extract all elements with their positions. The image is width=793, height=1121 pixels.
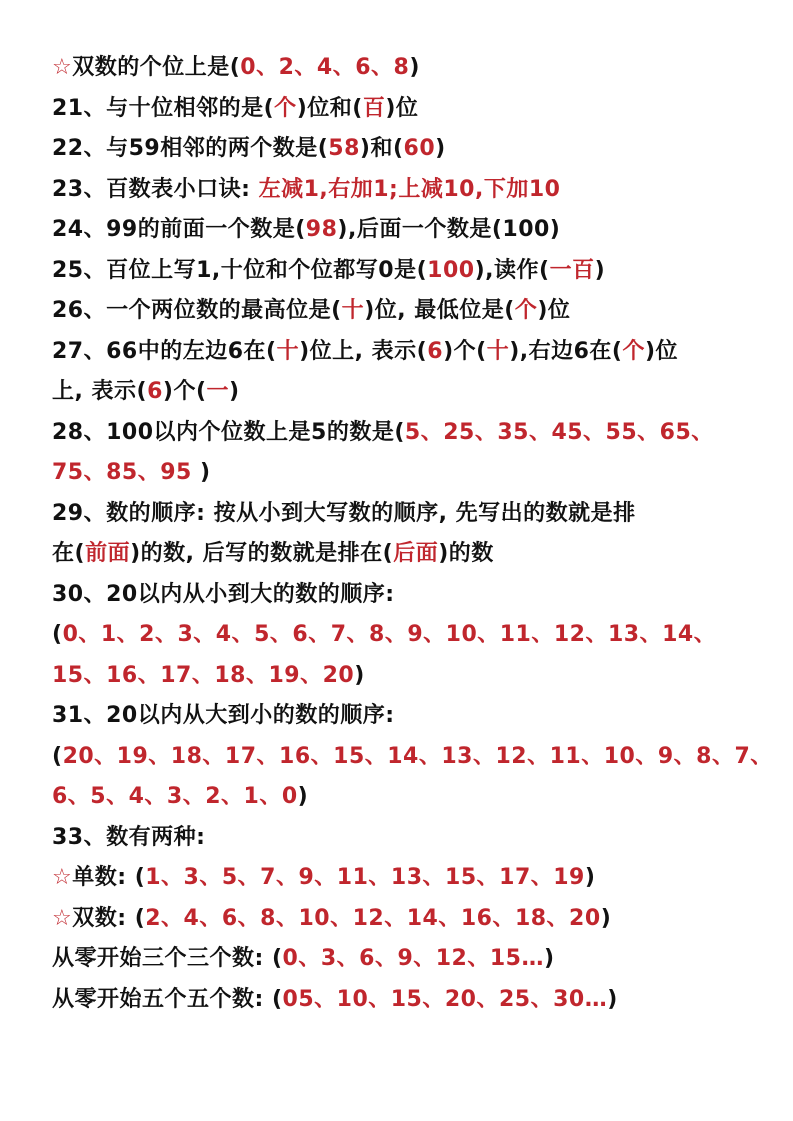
answer-text: 十	[341, 298, 365, 323]
answer-text: 十	[486, 338, 510, 364]
line-text: (	[52, 622, 63, 647]
answer-text: 6	[427, 338, 444, 364]
text-line	[52, 494, 772, 535]
text-line	[52, 251, 772, 292]
line-text: )	[543, 946, 555, 971]
line-text: )的数, 后写的数就是排在(	[130, 541, 394, 566]
text-line	[52, 656, 772, 697]
line-text: )位, 最低位是(	[364, 298, 515, 323]
line-text: )和(	[359, 136, 404, 161]
answer-text: 75、85、95	[52, 460, 192, 485]
answer-text: 6、5、4、3、2、1、0	[52, 784, 298, 809]
line-text: 从零开始五个五个数: (	[52, 986, 283, 1012]
line-text: )	[594, 257, 606, 283]
answer-text: 20、19、18、17、16、15、14、13、12、11、10、9、8、7、	[62, 743, 773, 769]
line-text: 从零开始三个三个数: (	[52, 946, 283, 971]
line-text: 单数: (	[72, 865, 146, 890]
line-text: )	[354, 662, 365, 688]
answer-text: 0、1、2、3、4、5、6、7、8、9、10、11、12、13、14、	[62, 622, 717, 647]
text-lines	[52, 48, 772, 1020]
line-text: 26、一个两位数的最高位是(	[52, 298, 342, 323]
line-text: 21、与十位相邻的是(	[52, 95, 275, 121]
answer-text: 个	[514, 298, 538, 323]
answer-text: 个	[622, 338, 645, 364]
answer-text: 0、3、6、9、12、15…	[282, 946, 544, 971]
answer-text: 100	[427, 257, 475, 283]
text-line	[52, 858, 772, 899]
line-text: )	[229, 379, 240, 404]
line-text: 双数的个位上是(	[72, 55, 241, 80]
line-text: ),后面一个数是(100)	[337, 217, 561, 242]
text-line	[52, 696, 772, 737]
answer-text: 前面	[85, 541, 131, 566]
answer-text: 0、2、4、6、8	[240, 55, 410, 80]
text-line	[52, 372, 772, 413]
line-text: )位	[537, 298, 571, 323]
line-text: )	[435, 136, 446, 161]
answer-text: 一百	[549, 257, 595, 283]
text-line	[52, 615, 772, 656]
star-icon: ☆	[52, 905, 73, 931]
text-line	[52, 818, 772, 859]
line-text: )	[409, 55, 420, 80]
line-text: 33、数有两种:	[52, 824, 206, 850]
line-text: ),右边6在(	[509, 338, 623, 364]
line-text: 25、百位上写1,十位和个位都写0是(	[52, 257, 428, 283]
answer-text: 个	[274, 95, 297, 121]
text-line	[52, 939, 772, 980]
line-text: )位上, 表示(	[299, 338, 428, 364]
answer-text: 一	[206, 379, 230, 404]
star-icon: ☆	[52, 865, 73, 890]
line-text: )	[607, 986, 618, 1012]
text-line	[52, 170, 772, 211]
text-line	[52, 737, 772, 778]
answer-text: 左减1,右加1;上减10,下加10	[258, 176, 561, 202]
text-line	[52, 332, 772, 373]
line-text: 双数: (	[72, 905, 146, 931]
text-line	[52, 89, 772, 130]
text-line	[52, 534, 772, 575]
line-text: 24、99的前面一个数是(	[52, 217, 306, 242]
answer-text: 2、4、6、8、10、12、14、16、18、20	[145, 905, 601, 931]
answer-text: 60	[403, 136, 436, 161]
line-text: )位	[645, 338, 679, 364]
answer-text: 58	[328, 136, 360, 161]
line-text: (	[52, 743, 63, 769]
answer-text: 98	[305, 217, 338, 242]
line-text: )位和(	[296, 95, 363, 121]
answer-text: 5、25、35、45、55、65、	[404, 419, 714, 445]
line-text: )个(	[443, 338, 487, 364]
line-text: )个(	[162, 379, 207, 404]
line-text: 27、66中的左边6在(	[52, 338, 277, 364]
line-text: 上, 表示(	[52, 379, 148, 404]
line-text: )的数	[438, 541, 494, 566]
line-text: )	[191, 460, 211, 485]
text-line	[52, 210, 772, 251]
line-text: 在(	[52, 541, 86, 566]
text-line	[52, 980, 772, 1021]
line-text: 29、数的顺序: 按从小到大写数的顺序, 先写出的数就是排	[52, 500, 636, 526]
text-line	[52, 453, 772, 494]
line-text: 31、20以内从大到小的数的顺序:	[52, 703, 395, 728]
answer-text: 15、16、17、18、19、20	[52, 662, 355, 688]
line-text: )位	[385, 95, 419, 121]
text-line	[52, 413, 772, 454]
line-text: 22、与59相邻的两个数是(	[52, 136, 329, 161]
text-line	[52, 777, 772, 818]
answer-text: 百	[362, 95, 386, 121]
line-text: 28、100以内个位数上是5的数是(	[52, 419, 405, 445]
line-text: 30、20以内从小到大的数的顺序:	[52, 581, 395, 607]
answer-text: 6	[147, 379, 163, 404]
text-line	[52, 899, 772, 940]
star-icon: ☆	[52, 55, 73, 80]
answer-text: 05、10、15、20、25、30…	[282, 986, 608, 1012]
text-line	[52, 48, 772, 89]
line-text: )	[584, 865, 596, 890]
answer-text: 1、3、5、7、9、11、13、15、17、19	[145, 865, 585, 890]
line-text: ),读作(	[474, 257, 550, 283]
answer-text: 十	[276, 338, 300, 364]
text-line	[52, 575, 772, 616]
answer-text: 后面	[393, 541, 439, 566]
line-text: )	[297, 784, 309, 809]
line-text: )	[600, 905, 612, 931]
text-line	[52, 129, 772, 170]
text-line	[52, 291, 772, 332]
line-text: 23、百数表小口诀:	[52, 176, 259, 202]
